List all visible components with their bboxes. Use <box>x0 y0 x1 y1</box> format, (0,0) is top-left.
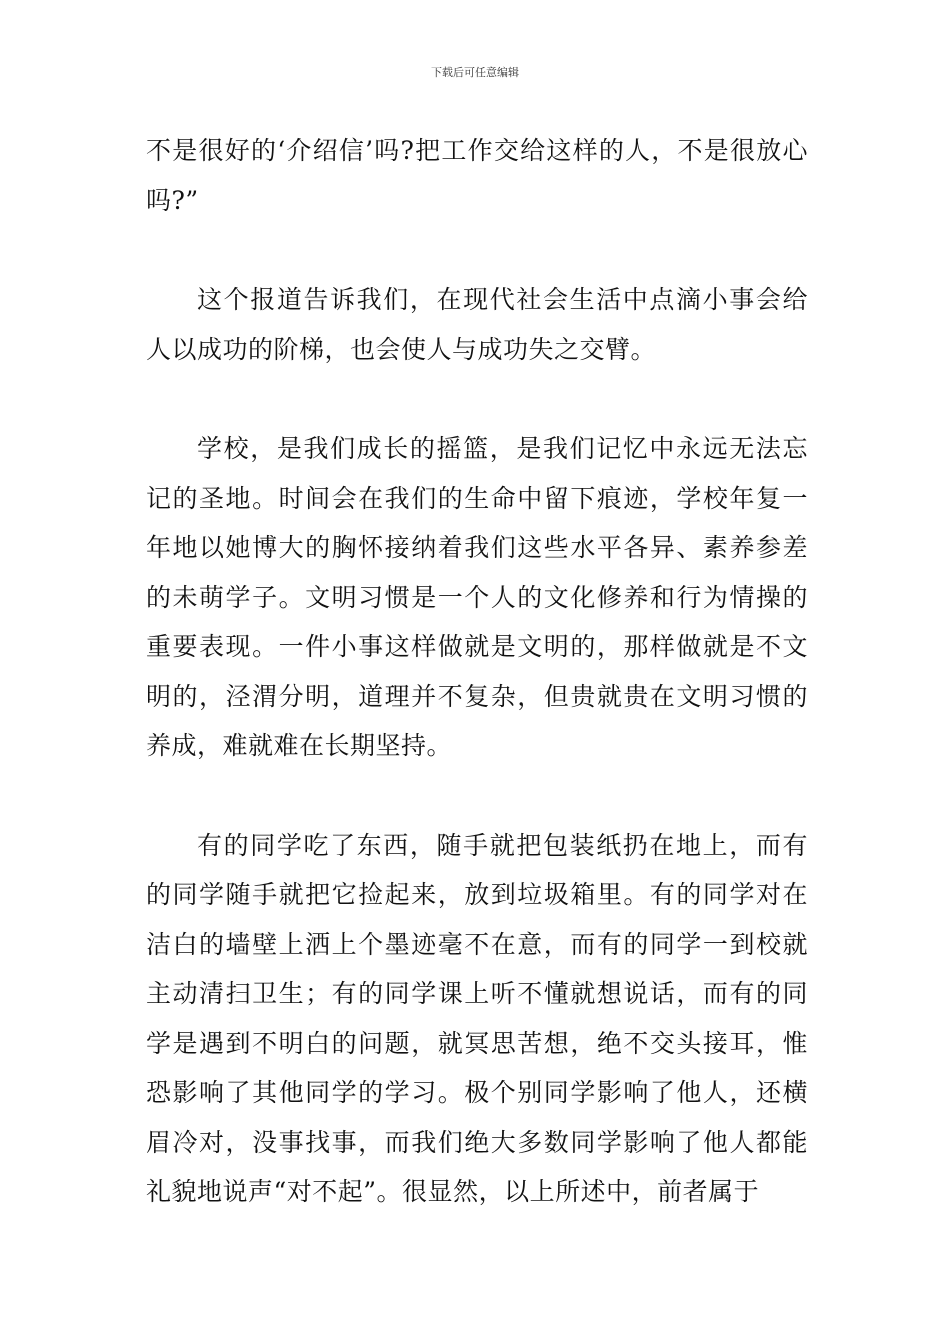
document-body <box>146 126 808 1217</box>
paragraph-gap <box>146 225 808 275</box>
paragraph-gap <box>146 771 808 821</box>
page-header: 下载后可任意编辑 <box>431 66 519 79</box>
paragraph-3: 学校，是我们成长的摇篮，是我们记忆中永远无法忘记的圣地。时间会在我们的生命中留下痕迹，学校年复一年地以她博大的胸怀接纳着我们这些水平各异、素养参差的未萌学子。文明习惯是一个人的文化修养和行为情操的重要表现。一件小事这样做就是文明的，那样做就是不文明的，泾渭分明，道理并不复杂，但贵就贵在文明习惯的养成，难就难在长期坚持。 <box>146 434 808 760</box>
paragraph-4: 有的同学吃了东西，随手就把包装纸扔在地上，而有的同学随手就把它捡起来，放到垃圾箱里。有的同学对在洁白的墙壁上洒上个墨迹毫不在意，而有的同学一到校就主动清扫卫生；有的同学课上听不懂就想说话，而有的同学是遇到不明白的问题，就冥思苦想，绝不交头接耳，惟恐影响了其他同学的学习。极个别同学影响了他人，还横眉冷对，没事找事，而我们绝大多数同学影响了他人都能礼貌地说声“对不起”。很显然，以上所述中，前者属于 <box>146 830 808 1206</box>
paragraph-gap <box>146 374 808 424</box>
paragraph-2: 这个报道告诉我们，在现代社会生活中点滴小事会给人以成功的阶梯，也会使人与成功失之交臂。 <box>146 285 808 364</box>
paragraph-1: 不是很好的‘介绍信’吗?把工作交给这样的人，不是很放心吗?” <box>146 136 808 215</box>
